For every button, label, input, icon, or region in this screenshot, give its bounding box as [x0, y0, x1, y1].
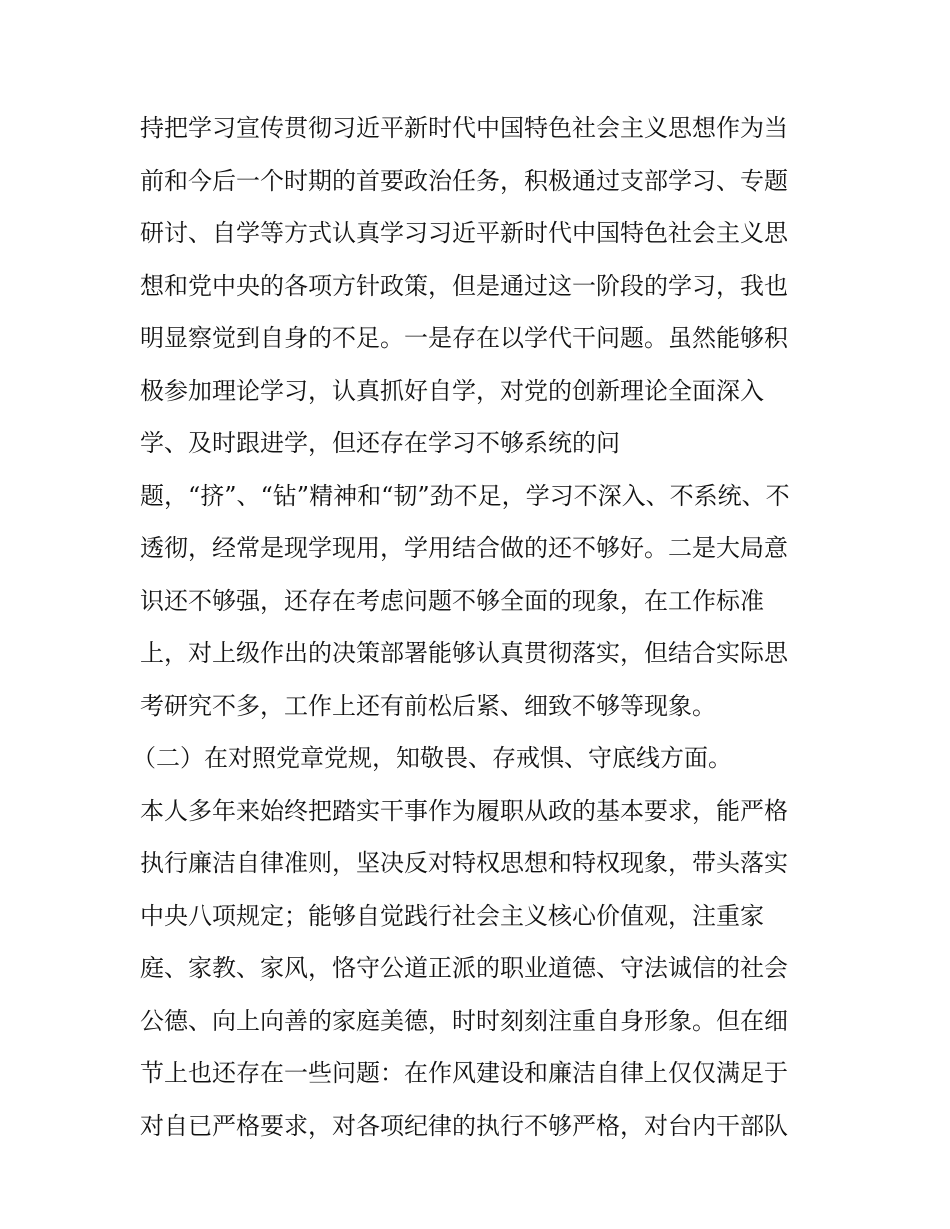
text-line: 上，对上级作出的决策部署能够认真贯彻落实，但结合实际思: [140, 639, 788, 667]
text-line: 节上也还存在一些问题：在作风建设和廉洁自律上仅仅满足于: [140, 1059, 788, 1087]
body-text: [132, 102, 820, 1152]
text-line: 考研究不多，工作上还有前松后紧、细致不够等现象。: [140, 691, 716, 720]
text-line: 题，“挤”、“钻”精神和“韧”劲不足，学习不深入、不系统、不: [140, 481, 790, 510]
text-line: 中央八项规定；能够自觉践行社会主义核心价值观，注重家: [140, 901, 764, 930]
text-line: 执行廉洁自律准则，坚决反对特权思想和特权现象，带头落实: [140, 849, 788, 877]
text-line: 学、及时跟进学，但还存在学习不够系统的问: [140, 429, 620, 457]
text-line: 明显察觉到自身的不足。一是存在以学代干问题。虽然能够积: [140, 324, 788, 352]
text-line: 公德、向上向善的家庭美德，时时刻刻注重自身形象。但在细: [140, 1006, 788, 1035]
text-line: 前和今后一个时期的首要政治任务，积极通过支部学习、专题: [140, 166, 788, 195]
text-line: 透彻，经常是现学现用，学用结合做的还不够好。二是大局意: [140, 534, 788, 562]
text-line: 庭、家教、家风，恪守公道正派的职业道德、守法诚信的社会: [140, 954, 788, 982]
text-line: 持把学习宣传贯彻习近平新时代中国特色社会主义思想作为当: [140, 114, 788, 142]
text-line: 想和党中央的各项方针政策，但是通过这一阶段的学习，我也: [140, 271, 788, 300]
text-line: 极参加理论学习，认真抓好自学，对党的创新理论全面深入: [140, 376, 764, 405]
text-line: 对自已严格要求，对各项纪律的执行不够严格，对台内干部队: [140, 1111, 788, 1140]
section-heading: （二）在对照党章党规，知敬畏、存戒惧、守底线方面。: [132, 744, 732, 772]
text-line: 识还不够强，还存在考虑问题不够全面的现象，在工作标准: [140, 586, 764, 615]
text-line: 研讨、自学等方式认真学习习近平新时代中国特色社会主义思: [140, 219, 788, 247]
text-line: 本人多年来始终把踏实干事作为履职从政的基本要求，能严格: [140, 796, 788, 825]
